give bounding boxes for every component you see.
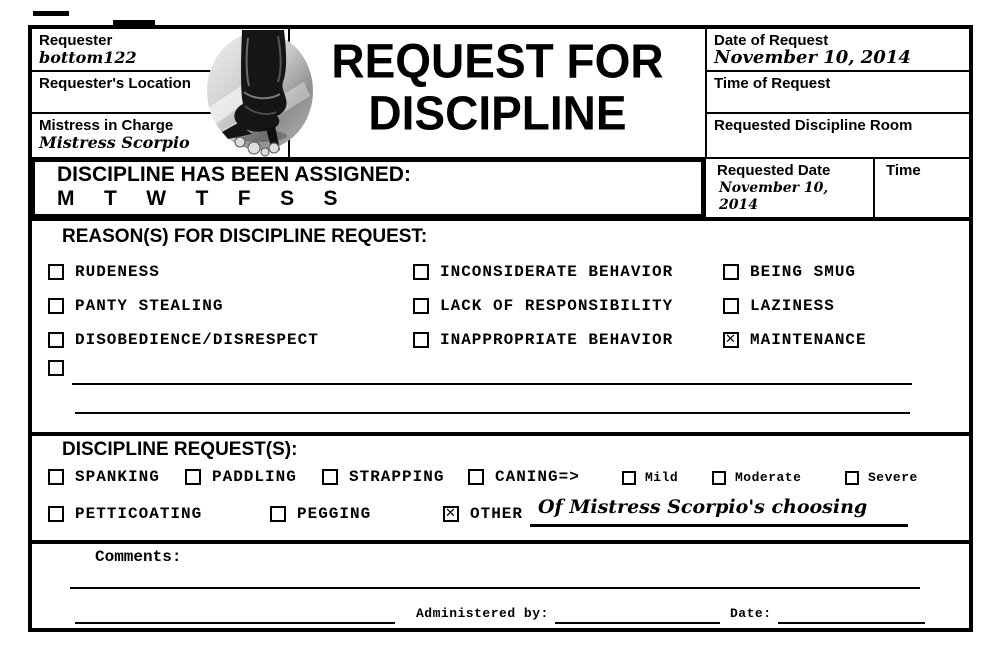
checkbox-rudeness-label: RUDENESS — [75, 263, 160, 281]
discipline-assigned-box — [32, 159, 704, 217]
checkbox-strapping-label: STRAPPING — [349, 468, 445, 486]
other-reason-line-1[interactable] — [72, 383, 912, 385]
reasons-section — [32, 217, 969, 432]
checkbox-inappropriate-behavior-label: INAPPROPRIATE BEHAVIOR — [440, 331, 674, 349]
form-title-line1: REQUEST FOR — [331, 33, 664, 89]
checkbox-maintenance-label: MAINTENANCE — [750, 331, 867, 349]
checkbox-strapping[interactable] — [322, 469, 338, 485]
checkbox-other-request-label: OTHER — [470, 505, 524, 523]
footer-date-label: Date: — [730, 606, 772, 621]
reason-item-other — [48, 360, 64, 376]
requested-date-cell — [704, 159, 969, 217]
date-of-request-label: Date of Request — [714, 32, 829, 49]
reason-item — [723, 263, 856, 281]
reason-item — [413, 331, 673, 349]
day-monday[interactable]: M — [57, 187, 75, 210]
severity-item — [845, 470, 918, 485]
checkbox-caning-label: CANING=> — [495, 468, 580, 486]
comments-label: Comments: — [95, 548, 182, 566]
requested-date-value-line2: 2014 — [719, 197, 758, 213]
scan-artifact — [33, 11, 69, 16]
header-right-column — [705, 29, 969, 157]
severity-item — [712, 470, 801, 485]
discipline-request-form — [28, 25, 973, 632]
checkbox-being-smug-label: BEING SMUG — [750, 263, 857, 281]
form-title — [290, 29, 705, 157]
checkbox-laziness-label: LAZINESS — [750, 297, 835, 315]
day-friday[interactable]: F — [237, 187, 251, 210]
reason-item — [723, 297, 835, 315]
checkbox-other-request[interactable] — [443, 506, 459, 522]
mistress-in-charge-label: Mistress in Charge — [39, 117, 174, 134]
checkbox-moderate-label: Moderate — [735, 470, 802, 485]
checkbox-mild-label: Mild — [645, 470, 679, 485]
request-item — [322, 468, 444, 486]
checkbox-maintenance[interactable] — [723, 332, 739, 348]
reason-item — [723, 331, 867, 349]
high-heel-boot-photo — [202, 29, 318, 157]
requested-date-time-divider — [873, 159, 875, 217]
request-item — [185, 468, 297, 486]
administered-by-label: Administered by: — [416, 606, 549, 621]
requester-value: bottom122 — [39, 48, 137, 67]
checkbox-petticoating-label: PETTICOATING — [75, 505, 203, 523]
checkbox-spanking[interactable] — [48, 469, 64, 485]
requested-time-label: Time — [886, 162, 921, 179]
requested-date-value-line1: November 10, — [719, 180, 829, 196]
form-title-line2: DISCIPLINE — [368, 85, 627, 141]
checkbox-inconsiderate-behavior[interactable] — [413, 264, 429, 280]
checkbox-paddling-label: PADDLING — [212, 468, 297, 486]
request-item — [443, 505, 523, 523]
requests-heading: DISCIPLINE REQUEST(S): — [62, 439, 298, 460]
mistress-in-charge-value: Mistress Scorpio — [39, 133, 190, 152]
checkbox-pegging-label: PEGGING — [297, 505, 372, 523]
severity-item — [622, 470, 678, 485]
checkbox-rudeness[interactable] — [48, 264, 64, 280]
reason-item — [413, 263, 673, 281]
other-request-line[interactable] — [530, 524, 908, 527]
requester-location-label: Requester's Location — [39, 75, 191, 92]
checkbox-being-smug[interactable] — [723, 264, 739, 280]
checkbox-lack-of-responsibility-label: LACK OF RESPONSIBILITY — [440, 297, 674, 315]
checkbox-spanking-label: SPANKING — [75, 468, 160, 486]
checkbox-panty-stealing-label: PANTY STEALING — [75, 297, 224, 315]
checkbox-panty-stealing[interactable] — [48, 298, 64, 314]
comments-line[interactable] — [70, 587, 920, 589]
other-request-value: Of Mistress Scorpio's choosing — [538, 496, 868, 518]
day-wednesday[interactable]: W — [146, 187, 167, 210]
checkbox-laziness[interactable] — [723, 298, 739, 314]
reason-item — [48, 297, 223, 315]
checkbox-petticoating[interactable] — [48, 506, 64, 522]
time-of-request-cell[interactable] — [707, 72, 969, 114]
checkbox-mild[interactable] — [622, 471, 636, 485]
reason-item — [413, 297, 673, 315]
checkbox-caning[interactable] — [468, 469, 484, 485]
request-item — [468, 468, 580, 486]
checkbox-moderate[interactable] — [712, 471, 726, 485]
checkbox-disobedience-disrespect[interactable] — [48, 332, 64, 348]
administered-by-line[interactable] — [555, 622, 720, 624]
checkbox-severe-label: Severe — [868, 470, 918, 485]
reason-item — [48, 331, 319, 349]
assigned-row — [32, 157, 969, 217]
requested-date-label: Requested Date — [717, 162, 831, 179]
footer-date-line[interactable] — [778, 622, 925, 624]
day-thursday[interactable]: T — [195, 187, 209, 210]
other-reason-line-2[interactable] — [75, 412, 910, 414]
requester-label: Requester — [39, 32, 113, 49]
requested-discipline-room-cell[interactable] — [707, 114, 969, 153]
reason-item — [48, 263, 160, 281]
comments-section — [32, 540, 969, 628]
checkbox-inconsiderate-behavior-label: INCONSIDERATE BEHAVIOR — [440, 263, 674, 281]
day-tuesday[interactable]: T — [103, 187, 117, 210]
checkbox-lack-of-responsibility[interactable] — [413, 298, 429, 314]
request-item — [48, 505, 202, 523]
signature-line[interactable] — [75, 622, 395, 624]
day-saturday[interactable]: S — [280, 187, 295, 210]
day-sunday[interactable]: S — [323, 187, 338, 210]
checkbox-severe[interactable] — [845, 471, 859, 485]
weekday-row — [57, 187, 363, 211]
request-item — [48, 468, 160, 486]
checkbox-inappropriate-behavior[interactable] — [413, 332, 429, 348]
checkbox-disobedience-disrespect-label: DISOBEDIENCE/DISRESPECT — [75, 331, 319, 349]
checkbox-other-reason[interactable] — [48, 360, 64, 376]
checkbox-pegging[interactable] — [270, 506, 286, 522]
checkbox-paddling[interactable] — [185, 469, 201, 485]
requested-discipline-room-label: Requested Discipline Room — [714, 117, 913, 134]
request-item — [270, 505, 371, 523]
discipline-assigned-heading: DISCIPLINE HAS BEEN ASSIGNED: — [57, 163, 411, 186]
date-of-request-cell — [707, 29, 969, 72]
date-of-request-value: November 10, 2014 — [714, 47, 911, 68]
time-of-request-label: Time of Request — [714, 75, 831, 92]
reasons-heading: REASON(S) FOR DISCIPLINE REQUEST: — [62, 226, 428, 247]
requests-section — [32, 432, 969, 540]
